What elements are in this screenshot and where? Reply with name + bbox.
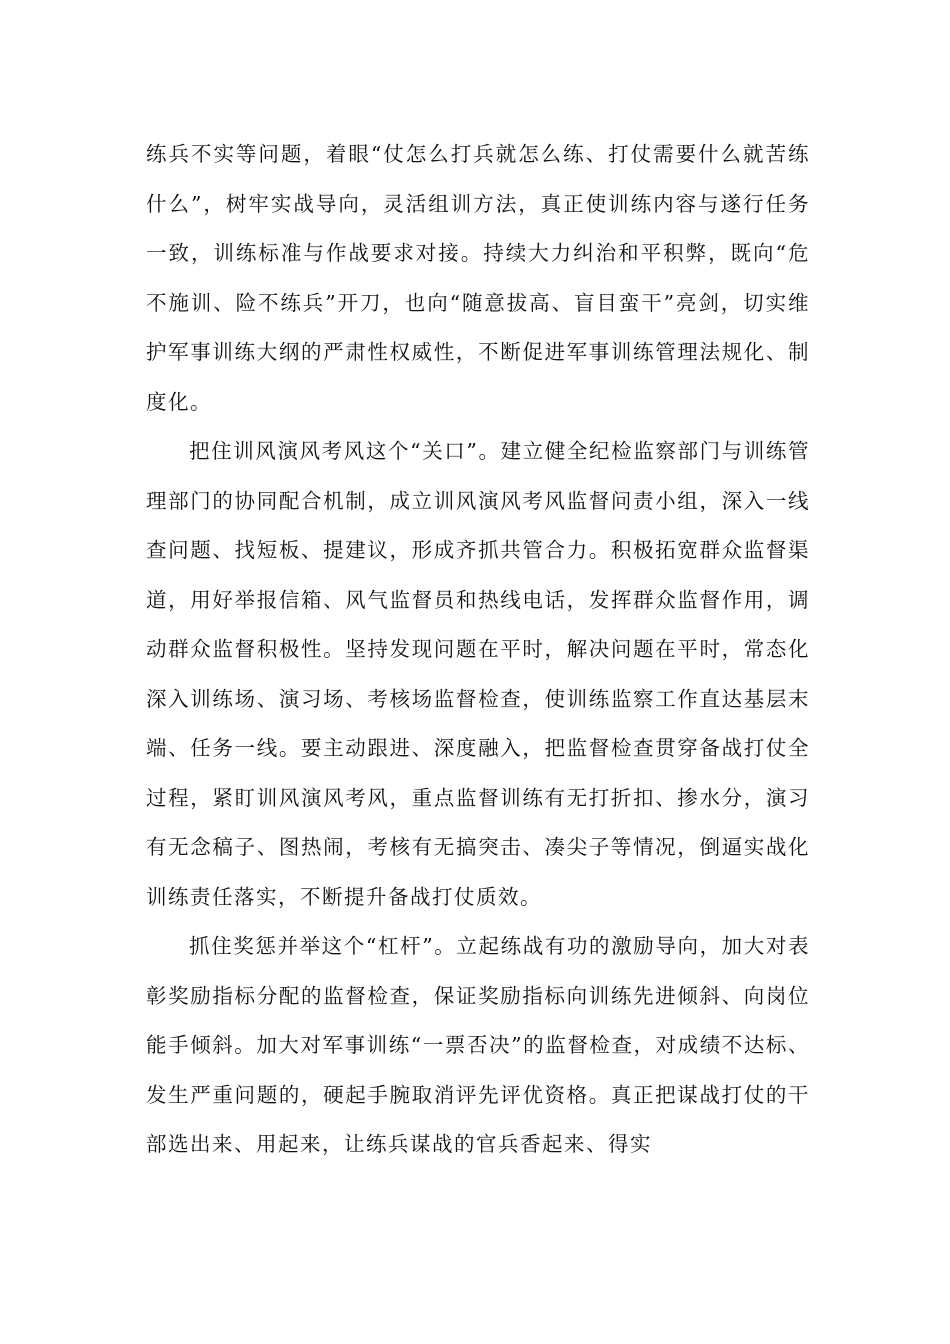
paragraph-lever: 抓住奖惩并举这个“杠杆”。立起练战有功的激励导向，加大对表彰奖励指标分配的监督检查，保证奖励指标向训练先进倾斜、向岗位能手倾斜。加大对军事训练“一票否决”的监督检查，对成绩不达标、发生严重问题的，硬起手腕取消评先评优资格。真正把谋战打仗的干部选出来、用起来，让练兵谋战的官兵香起来、得实 — [146, 934, 810, 1156]
paragraph-continuation: 练兵不实等问题，着眼“仗怎么打兵就怎么练、打仗需要什么就苦练什么”，树牢实战导向，灵活组训方法，真正使训练内容与遂行任务一致，训练标准与作战要求对接。持续大力纠治和平积弊，既向“危不施训、险不练兵”开刀，也向“随意拔高、盲目蛮干”亮剑，切实维护军事训练大纲的严肃性权威性，不断促进军事训练管理法规化、制度化。 — [146, 142, 810, 414]
document-body — [146, 130, 810, 1170]
paragraph-checkpoint: 把住训风演风考风这个“关口”。建立健全纪检监察部门与训练管理部门的协同配合机制，成立训风演风考风监督问责小组，深入一线查问题、找短板、提建议，形成齐抓共管合力。积极拓宽群众监督渠道，用好举报信箱、风气监督员和热线电话，发挥群众监督作用，调动群众监督积极性。坚持发现问题在平时，解决问题在平时，常态化深入训练场、演习场、考核场监督检查，使训练监察工作直达基层末端、任务一线。要主动跟进、深度融入，把监督检查贯穿备战打仗全过程，紧盯训风演风考风，重点监督训练有无打折扣、掺水分，演习有无念稿子、图热闹，考核有无搞突击、凑尖子等情况，倒逼实战化训练责任落实，不断提升备战打仗质效。 — [146, 439, 810, 909]
